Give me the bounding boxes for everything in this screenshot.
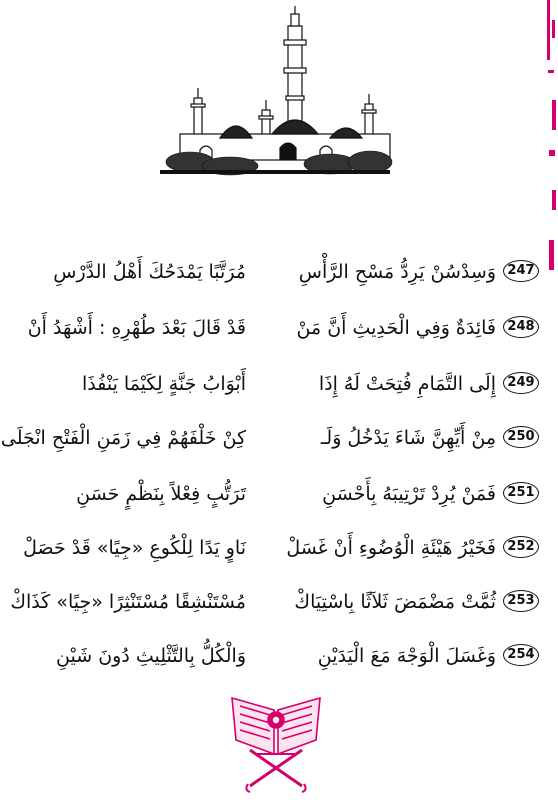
verse-second-hemistich: مُرَتَّبًا يَمْدَحُكَ أَهْلُ الدَّرْسِ bbox=[53, 261, 246, 283]
verse-first-hemistich: فَائِدَةٌ وَفِي الْحَدِيثِ أَنَّ مَنْ bbox=[296, 317, 496, 339]
verse-number-badge: 248 bbox=[503, 316, 539, 338]
verse-second-hemistich: وَالْكُلُّ بِالتَّثْلِيثِ دُونَ شَيْنِ bbox=[56, 645, 246, 667]
verse-row bbox=[0, 582, 558, 622]
verse-number-badge: 250 bbox=[503, 426, 539, 448]
verse-second-hemistich: أَبْوَابُ جَنَّةٍ لِكَيْمَا يَنْفُذَا bbox=[81, 373, 246, 395]
verse-row bbox=[0, 636, 558, 676]
verse-number-badge: 253 bbox=[503, 590, 539, 612]
verse-first-hemistich: وَغَسَلَ الْوَجْهَ مَعَ الْيَدَيْنِ bbox=[317, 645, 496, 667]
verse-second-hemistich: قَدْ قَالَ بَعْدَ طُهْرِهِ : أَشْهَدُ أَنْ bbox=[27, 317, 246, 339]
verse-first-hemistich: مِنْ أَيِّهِنَّ شَاءَ يَدْخُلُ وَلَـ bbox=[320, 427, 496, 449]
quran-stand-ornament bbox=[226, 676, 326, 796]
verse-row bbox=[0, 528, 558, 568]
verse-second-hemistich: كِنْ خَلْفَهُمْ فِي زَمَنِ الْفَتْحِ انْجَلَى bbox=[0, 427, 246, 449]
verse-row bbox=[0, 474, 558, 514]
verse-number-badge: 249 bbox=[503, 372, 539, 394]
verse-second-hemistich: نَاوٍ يَدًا لِلْكُوعِ «جِيًا» قَدْ حَصَلْ bbox=[23, 537, 246, 559]
verse-row bbox=[0, 418, 558, 458]
verse-first-hemistich: إِلَى التَّمَامِ فُتِحَتْ لَهُ إِذَا bbox=[318, 373, 496, 395]
verse-first-hemistich: ثُمَّتْ مَضْمَضَ ثَلاَثًا بِاسْتِيَاكْ bbox=[294, 591, 496, 613]
verse-row bbox=[0, 364, 558, 404]
verse-first-hemistich: وَسِدْسُنْ يَرِدُّ مَسْحِ الرَّأْسِ bbox=[298, 261, 496, 283]
verse-first-hemistich: فَمَنْ يُرِدْ تَرْتِيبَهُ بِأَحْسَنِ bbox=[322, 483, 496, 505]
verse-second-hemistich: تَرَتُّبٍ فِعْلاً بِنَظْمٍ حَسَنِ bbox=[76, 483, 246, 505]
verse-row bbox=[0, 308, 558, 348]
verse-second-hemistich: مُسْتَنْشِقًا مُسْتَنْثِرًا «جِيًا» كَذَاكْ bbox=[10, 591, 246, 613]
verse-number-badge: 254 bbox=[503, 644, 539, 666]
verse-first-hemistich: فَخَيْرُ هَيْئَةِ الْوُضُوءِ أَنْ غَسَلْ bbox=[286, 537, 496, 559]
verse-number-badge: 247 bbox=[503, 260, 539, 282]
verse-number-badge: 251 bbox=[503, 482, 539, 504]
verse-number-badge: 252 bbox=[503, 536, 539, 558]
verse-row bbox=[0, 252, 558, 292]
